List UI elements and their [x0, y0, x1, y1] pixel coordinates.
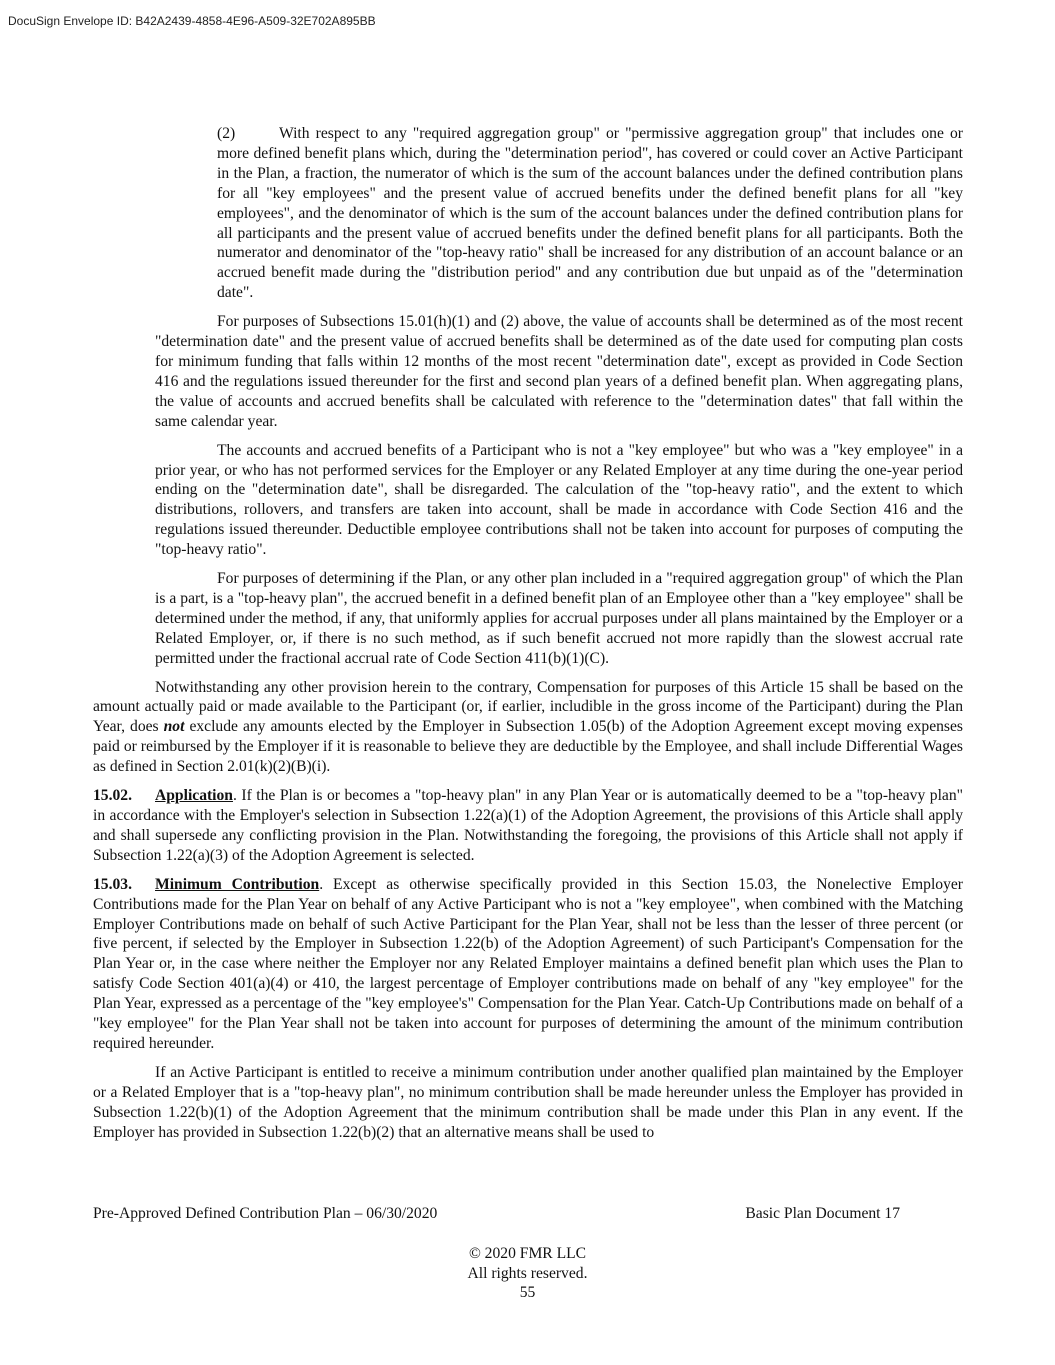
footer-rights: All rights reserved.: [467, 1264, 588, 1282]
footer-copyright: © 2020 FMR LLC: [468, 1245, 587, 1262]
paragraph-other-plan-minimum: If an Active Participant is entitled to receive a minimum contribution under another qualified plan maintained by the Employer or a Related Employer that is a "top-heavy plan", no minimum contribution shall be made hereunder unless the Employer has provided in Subsection 1.22(b)(1) of the Adoption Agreement that the minimum contribution shall be made under this Plan in any event. If the Employer has provided in Subsection 1.22(b)(2) that an alternative means shall be used to: [93, 1063, 963, 1141]
paragraph-disregarded-accounts: The accounts and accrued benefits of a Participant who is not a "key employee" but who was a "key employee" in a prior year, or who has not performed services for the Employer or any Related Employer at any time during the one-year period ending on the "determination date", shall be disregarded. The calculation of the "top-heavy ratio", and the extent to which distributions, rollovers, and transfers are taken into account, shall be made in accordance with Code Section 416 and the regulations issued thereunder. Deductible employee contributions shall not be taken into account for purposes of computing the "top-heavy ratio".: [155, 441, 963, 559]
footer-document-name: Basic Plan Document 17: [745, 1205, 900, 1222]
footer-plan-name: Pre-Approved Defined Contribution Plan – 06/30/2020: [93, 1205, 438, 1222]
section-15-03: [93, 875, 963, 1054]
envelope-id: DocuSign Envelope ID: B42A2439-4858-4E96-A509-32E702A895BB: [8, 14, 376, 28]
compensation-text-b: exclude any amounts elected by the Employer in Subsection 1.05(b) of the Adoption Agreement except moving expenses paid or reimbursed by the Employer if it is reasonable to believe they are deductible by the Employee, and shall include Differential Wages as defined in Section 2.01(k)(2)(B)(i).: [93, 718, 963, 776]
section-15-02: [93, 786, 963, 866]
compensation-text-a: Notwithstanding any other provision herein to the contrary, Compensation for purposes of this Article 15 shall be based on the amount actually paid or made available to the Participant (or, if earlier, includible in the gross income of the Participant) during the Plan Year, does: [93, 678, 963, 736]
section-heading: Minimum Contribution: [155, 875, 320, 893]
footer-copyright-block: [0, 1244, 1055, 1303]
paragraph-compensation: [93, 678, 963, 778]
section-number: 15.02.: [93, 787, 132, 805]
section-text: . Except as otherwise specifically provided in this Section 15.03, the Nonelective Employer Contributions made for the Plan Year on behalf of any Active Participant who is not a "key employee", when combined with the Matching Employer Contributions made on behalf of such Active Participant for the Plan Year, shall not be less than the lesser of three percent (or five percent, if selected by the Employer in Subsection 1.22(b) of the Adoption Agreement) of such Participant's Compensation for the Plan Year or, in the case where neither the Employer nor any Related Employer maintains a defined benefit plan which uses the Plan to satisfy Code Section 401(a)(4) or 410, the largest percentage of Employer contributions made on behalf of any "key employee" for the Plan Year, expressed as a percentage of the "key employee's" Compensation for the Plan Year. Catch-Up Contributions made on behalf of a "key employee" for the Plan Year shall not be taken into account for purposes of determining the amount of the minimum contribution required hereunder.: [93, 875, 964, 1052]
page-number: 55: [519, 1284, 536, 1301]
paragraph-valuation: For purposes of Subsections 15.01(h)(1) and (2) above, the value of accounts shall be determined as of the most recent "determination date" and the present value of accrued benefits shall be determined as of the date used for computing plan costs for minimum funding that falls within 12 months of the most recent "determination date", except as provided in Code Section 416 and the regulations issued thereunder for the first and second plan years of a defined benefit plan. When aggregating plans, the value of accounts and accrued benefits shall be calculated with reference to the "determination dates" that fall within the same calendar year.: [155, 313, 963, 430]
compensation-emphasis: not: [163, 718, 185, 736]
document-body: [93, 124, 963, 1152]
subsection-number: (2): [217, 125, 236, 142]
section-text: . If the Plan is or becomes a "top-heavy plan" in any Plan Year or is automatically deemed to be a "top-heavy plan" in accordance with the Employer's selection in Subsection 1.22(a)(1) of the Adoption Agreement, the provisions of this Article shall apply and shall supersede any conflicting provision in the Plan. Notwithstanding the foregoing, the provisions of this Article shall not apply if Subsection 1.22(a)(3) of the Adoption Agreement is selected.: [93, 787, 963, 864]
paragraph-subsection-2: [217, 124, 963, 303]
paragraph-accrued-benefit-method: For purposes of determining if the Plan, or any other plan included in a "required aggregation group" of which the Plan is a part, is a "top-heavy plan", the accrued benefit in a defined benefit plan of an Employee other than a "key employee" shall be determined under the method, if any, that uniformly applies for accrual purposes under all plans maintained by the Employer or a Related Employer, or, if there is no such method, as if such benefit accrued not more rapidly than the slowest accrual rate permitted under the fractional accrual rate of Code Section 411(b)(1)(C).: [155, 570, 963, 667]
section-heading: Application: [155, 787, 233, 805]
footer: [93, 1205, 900, 1223]
section-number: 15.03.: [93, 875, 132, 893]
subsection-text: With respect to any "required aggregation group" or "permissive aggregation group" that includes one or more defined benefit plans which, during the "determination period", has covered or could cover an Active Participant in the Plan, a fraction, the numerator of which is the sum of the account balances under the defined contribution plans for all "key employees" and the present value of accrued benefits under the defined benefit plans for all "key employees", and the denominator of which is the sum of the account balances under the defined contribution plans for all participants and the present value of accrued benefits under the defined benefit plans for all participants. Both the numerator and denominator of the "top-heavy ratio" shall be increased for any distribution of an account balance or an accrued benefit made during the "distribution period" and any contribution due but unpaid as of the "determination date".: [217, 125, 963, 302]
